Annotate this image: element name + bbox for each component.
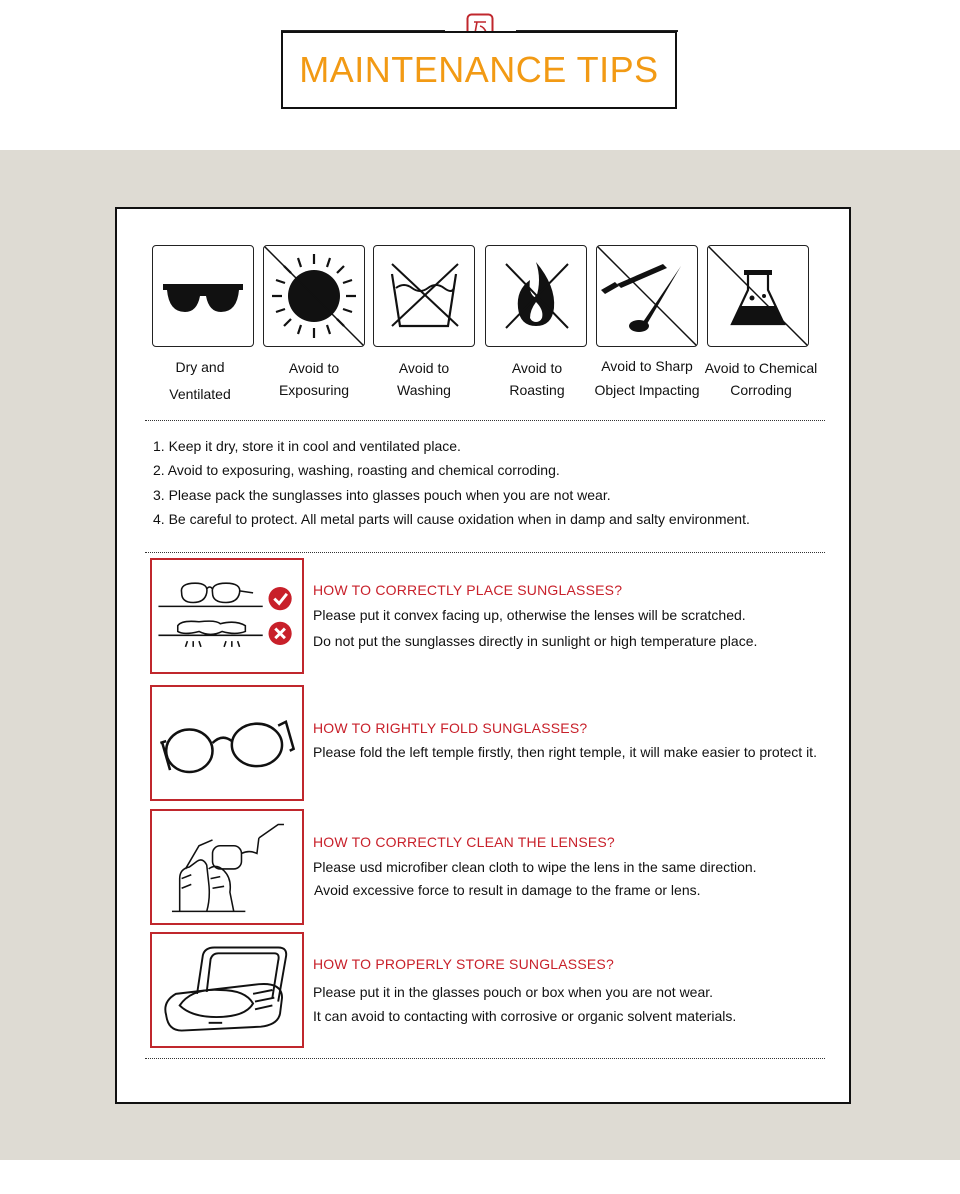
no-sun-icon [264, 246, 364, 346]
tip-item-1: 1. Keep it dry, store it in cool and ventilated place. [153, 438, 461, 454]
tip-item-4: 4. Be careful to protect. All metal parts will cause oxidation when in damp and salty environment. [153, 511, 750, 527]
no-chemical-icon [708, 246, 808, 346]
avoid-exposuring-icon-box [263, 245, 365, 347]
section-title-place: HOW TO CORRECTLY PLACE SUNGLASSES? [313, 582, 623, 598]
tip-item-3: 3. Please pack the sunglasses into glasses pouch when you are not wear. [153, 487, 611, 503]
title-box [281, 31, 677, 109]
caption-avoid-sharp: Avoid to Sharp Object Impacting [594, 358, 700, 398]
section-text-fold-1: Please fold the left temple firstly, then right temple, it will make easier to protect it. [313, 744, 817, 760]
fold-sunglasses-illustration [150, 685, 304, 801]
section-text-store-2: It can avoid to contacting with corrosive or organic solvent materials. [313, 1008, 737, 1024]
caption-avoid-roasting: Avoid to Roasting [509, 360, 565, 398]
avoid-sharp-object-icon-box [596, 245, 698, 347]
section-title-store: HOW TO PROPERLY STORE SUNGLASSES? [313, 956, 614, 972]
no-sharp-object-icon [597, 246, 697, 346]
section-text-clean-2: Avoid excessive force to result in damage to the frame or lens. [314, 882, 701, 898]
section-text-clean-1: Please usd microfiber clean cloth to wipe the lens in the same direction. [313, 859, 757, 875]
avoid-washing-icon-box [373, 245, 475, 347]
section-title-fold: HOW TO RIGHTLY FOLD SUNGLASSES? [313, 720, 588, 736]
caption-avoid-chemical: Avoid to Chemical Corroding [704, 360, 818, 398]
caption-avoid-exposuring: Avoid to Exposuring [278, 360, 350, 398]
section-title-clean: HOW TO CORRECTLY CLEAN THE LENSES? [313, 834, 615, 850]
avoid-roasting-icon-box [485, 245, 587, 347]
dry-ventilated-icon-box [152, 245, 254, 347]
no-fire-icon [486, 246, 586, 346]
avoid-chemical-icon-box [707, 245, 809, 347]
divider-2 [145, 552, 825, 553]
tip-item-2: 2. Avoid to exposuring, washing, roasting and chemical corroding. [153, 462, 560, 478]
caption-avoid-washing: Avoid to Washing [397, 360, 451, 398]
page-title: MAINTENANCE TIPS [299, 49, 659, 90]
sunglasses-icon [153, 246, 253, 346]
section-text-place-1: Please put it convex facing up, otherwise the lenses will be scratched. [313, 607, 746, 623]
section-text-store-1: Please put it in the glasses pouch or box when you are not wear. [313, 984, 714, 1000]
caption-dry-ventilated: Dry and Ventilated [169, 359, 231, 402]
clean-lenses-illustration [150, 809, 304, 925]
section-text-place-2: Do not put the sunglasses directly in sunlight or high temperature place. [313, 633, 758, 649]
place-sunglasses-illustration [150, 558, 304, 674]
divider-3 [145, 1058, 825, 1059]
store-sunglasses-illustration [150, 932, 304, 1048]
no-washing-icon [374, 246, 474, 346]
divider-1 [145, 420, 825, 421]
